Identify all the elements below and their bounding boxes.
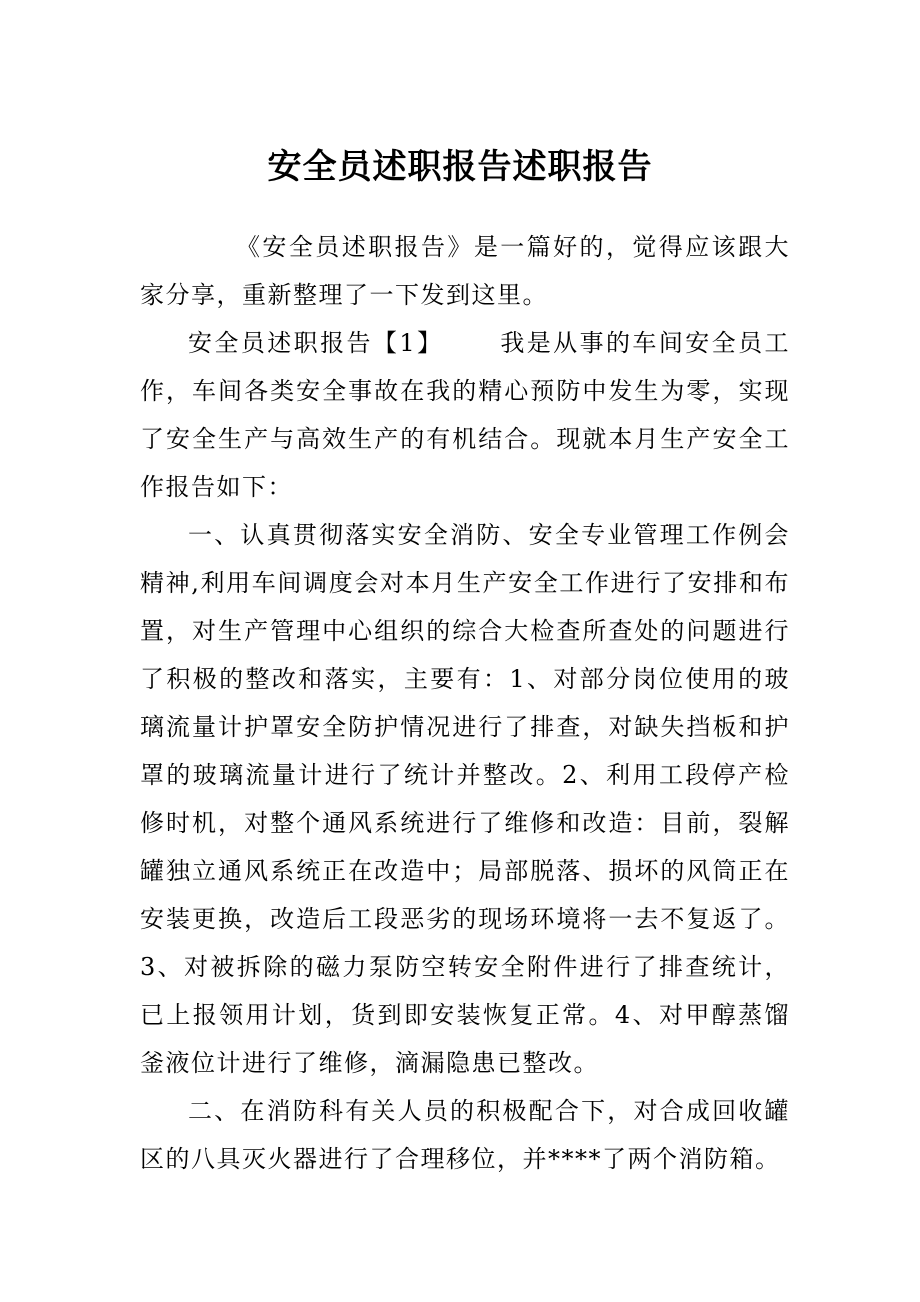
section-1-lead: 我是从事的车间安全员工作，车间各类安全事故在我的精心预防中发生为零，实现了安全生产与高效生产的有机结合。现就本月生产安全工作报告如下：	[140, 329, 790, 501]
section-1-paragraph	[140, 319, 790, 511]
intro-paragraph: 《安全员述职报告》是一篇好的，觉得应该跟大家分享，重新整理了一下发到这里。	[140, 233, 790, 309]
section-1-heading: 安全员述职报告【1】	[188, 329, 444, 357]
document-title: 安全员述职报告述职报告	[267, 147, 653, 187]
document-body	[140, 223, 790, 1183]
item-1-paragraph: 一、认真贯彻落实安全消防、安全专业管理工作例会精神,利用车间调度会对本月生产安全工作进行了安排和布置，对生产管理中心组织的综合大检查所查处的问题进行了积极的整改和落实，主要有：1、对部分岗位使用的玻璃流量计护罩安全防护情况进行了排查，对缺失挡板和护罩的玻璃流量计进行了统计并整改。2、利用工段停产检修时机，对整个通风系统进行了维修和改造：目前，裂解罐独立通风系统正在改造中；局部脱落、损坏的风筒正在安装更换，改造后工段恶劣的现场环境将一去不复返了。3、对被拆除的磁力泵防空转安全附件进行了排查统计，已上报领用计划，货到即安装恢复正常。4、对甲醇蒸馏釜液位计进行了维修，滴漏隐患已整改。	[140, 521, 790, 1077]
item-2-paragraph: 二、在消防科有关人员的积极配合下，对合成回收罐区的八具灭火器进行了合理移位，并****了两个消防箱。	[140, 1097, 790, 1173]
